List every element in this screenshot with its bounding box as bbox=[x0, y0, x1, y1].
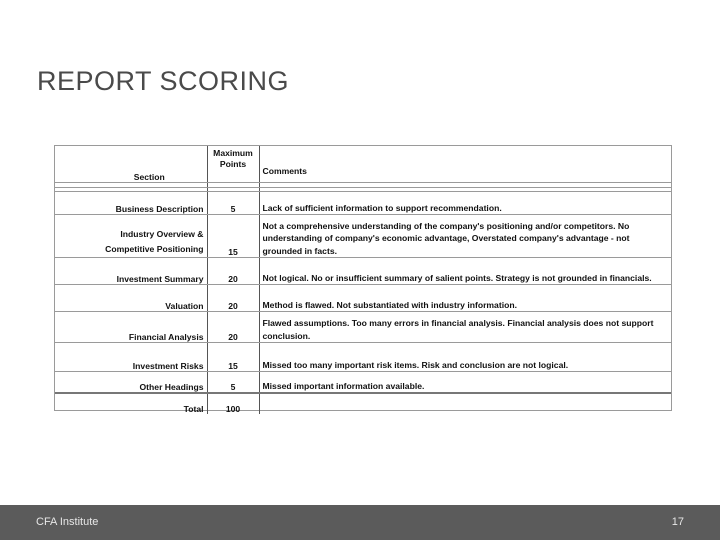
header-max-points-line1: Maximum bbox=[213, 148, 253, 158]
row-comment: Not a comprehensive understanding of the company's positioning and/or competitors. No understanding of company's economic advantage, Overstated company's advantage - not grounded in facts. bbox=[259, 215, 671, 258]
table-row bbox=[55, 343, 671, 372]
slide-title: REPORT SCORING bbox=[37, 66, 290, 96]
footer-brand: CFA Institute bbox=[36, 516, 99, 528]
footer-bar bbox=[0, 505, 720, 540]
row-section: Financial Analysis bbox=[55, 312, 207, 343]
total-row bbox=[55, 393, 671, 414]
row-comment: Lack of sufficient information to support recommendation. bbox=[259, 192, 671, 215]
row-comment: Not logical. No or insufficient summary of salient points. Strategy is not grounded in financials. bbox=[259, 258, 671, 285]
row-comment: Method is flawed. Not substantiated with industry information. bbox=[259, 285, 671, 312]
total-points: 100 bbox=[207, 393, 259, 414]
row-comment: Missed important information available. bbox=[259, 372, 671, 394]
row-points: 15 bbox=[207, 215, 259, 258]
table-row bbox=[55, 192, 671, 215]
table-row bbox=[55, 285, 671, 312]
row-comment: Flawed assumptions. Too many errors in financial analysis. Financial analysis does not support conclusion. bbox=[259, 312, 671, 343]
row-section: Valuation bbox=[55, 285, 207, 312]
row-points: 20 bbox=[207, 258, 259, 285]
row-section-line1: Industry Overview & bbox=[120, 229, 204, 239]
table-row bbox=[55, 215, 671, 258]
total-label: Total bbox=[55, 393, 207, 414]
row-section: Other Headings bbox=[55, 372, 207, 394]
row-section-line2: Competitive Positioning bbox=[105, 244, 204, 254]
header-comments: Comments bbox=[259, 146, 671, 183]
table-header-row bbox=[55, 146, 671, 183]
row-points: 20 bbox=[207, 312, 259, 343]
row-points: 5 bbox=[207, 372, 259, 394]
row-comment: Missed too many important risk items. Risk and conclusion are not logical. bbox=[259, 343, 671, 372]
row-points: 15 bbox=[207, 343, 259, 372]
table-row bbox=[55, 258, 671, 285]
table-row bbox=[55, 372, 671, 394]
total-comment bbox=[259, 393, 671, 414]
page-number: 17 bbox=[671, 516, 684, 528]
header-section: Section bbox=[55, 146, 207, 183]
scoring-table-grid bbox=[55, 146, 671, 414]
scoring-table bbox=[54, 145, 672, 414]
header-max-points-line2: Points bbox=[219, 159, 247, 169]
row-points: 20 bbox=[207, 285, 259, 312]
row-section: Business Description bbox=[55, 192, 207, 215]
row-section: Investment Risks bbox=[55, 343, 207, 372]
row-section: Investment Summary bbox=[55, 258, 207, 285]
row-section bbox=[55, 215, 207, 258]
table-row bbox=[55, 312, 671, 343]
row-points: 5 bbox=[207, 192, 259, 215]
header-max-points bbox=[207, 146, 259, 183]
